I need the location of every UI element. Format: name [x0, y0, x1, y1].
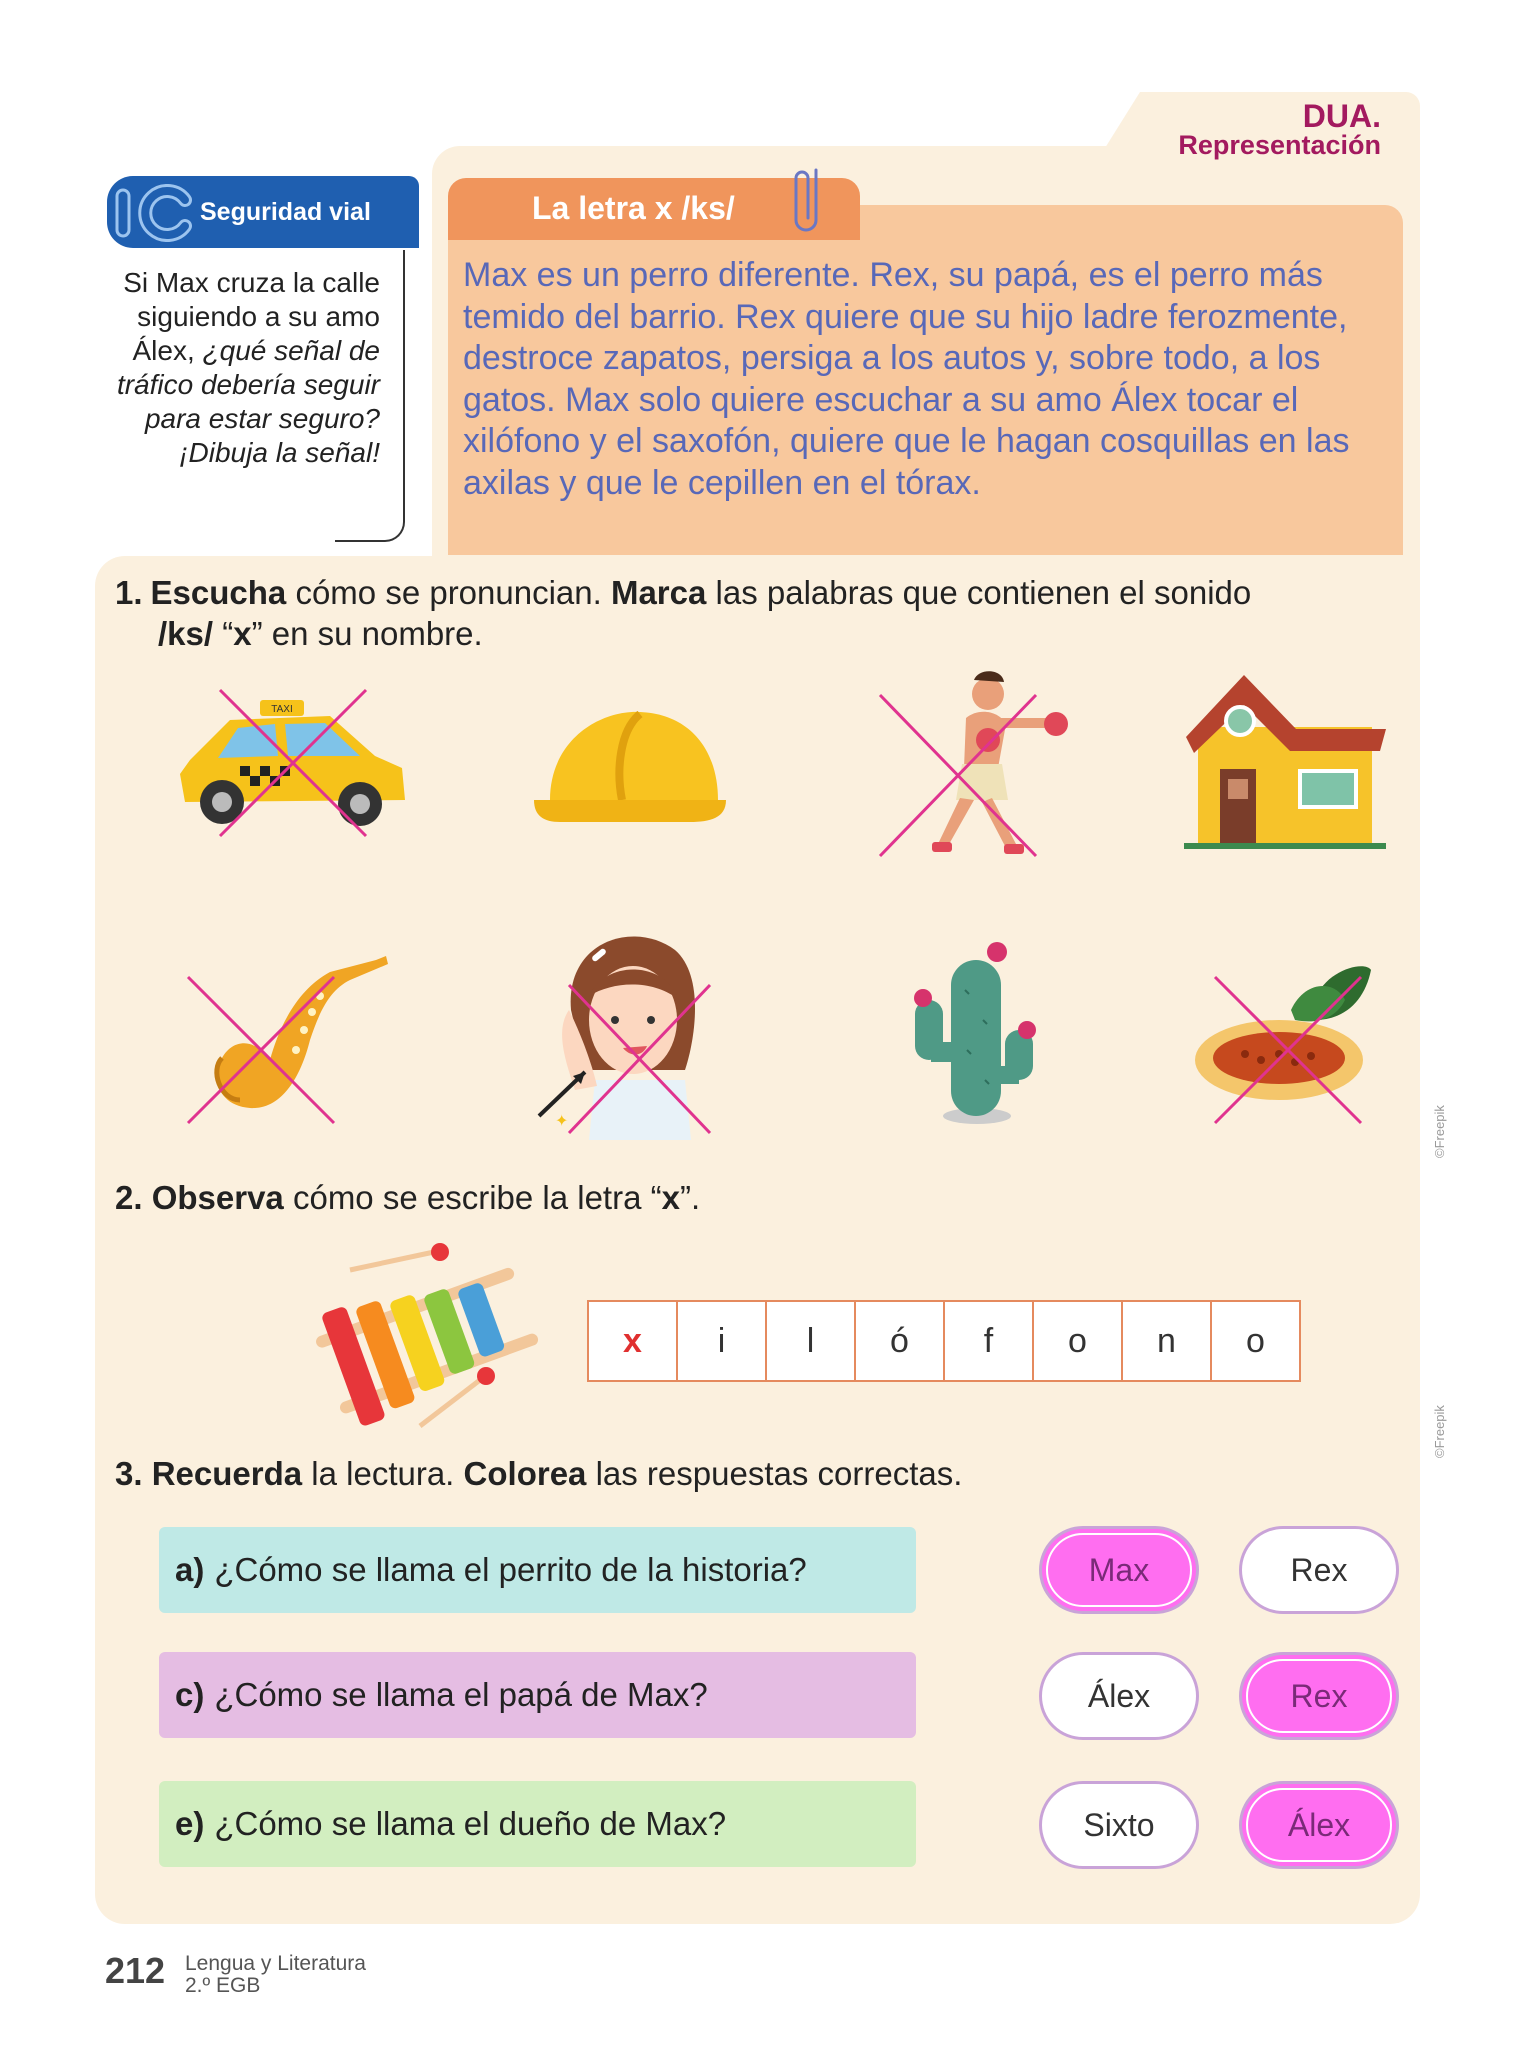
answer-label: Max — [1088, 1551, 1150, 1588]
answer-c-alex[interactable] — [1039, 1652, 1199, 1740]
activity-2-text: cómo se escribe la letra “ — [283, 1179, 662, 1216]
activity-3-verb1: Recuerda — [151, 1455, 303, 1492]
question-a — [159, 1527, 916, 1613]
taxi-x-mark — [218, 688, 368, 838]
letter-cell: n — [1123, 1302, 1212, 1380]
saxophone-x-mark — [186, 975, 336, 1125]
answer-e-alex[interactable] — [1239, 1781, 1399, 1869]
question-text: ¿Cómo se llama el papá de Max? — [214, 1676, 708, 1713]
taxi-sign-text: TAXI — [271, 704, 293, 715]
seguridad-vial-badge — [107, 176, 419, 248]
image-credit-1: ©Freepik — [1432, 1105, 1447, 1158]
sidebar-question — [100, 266, 380, 470]
answer-label: Álex — [1287, 1806, 1351, 1843]
dua-subtitle: Representación — [1178, 130, 1381, 160]
reading-text: Max es un perro diferente. Rex, su papá, es el perro más temido del barrio. Rex quiere que su hijo ladre ferozmente, destroce zapatos, persiga a los autos y, sobre todo, a los gatos. Max solo quiere escuchar a su amo Álex tocar el xilófono y el saxofón, quiere que le hagan cosquillas en las axilas y que le cepillen en el tórax. — [463, 256, 1350, 502]
activity-1-line2 — [115, 613, 1405, 654]
image-credit-2: ©Freepik — [1432, 1405, 1447, 1458]
helmet-image[interactable] — [530, 700, 730, 830]
xilofono-letter-table — [587, 1300, 1301, 1382]
activity-3-text2: las respuestas correctas. — [586, 1455, 963, 1492]
letter-cell: l — [767, 1302, 856, 1380]
activity-2-letter: x — [661, 1179, 680, 1216]
activity-1-letter: x — [233, 615, 252, 652]
answer-label: Sixto — [1083, 1806, 1155, 1843]
boxer-x-mark — [878, 693, 1038, 858]
activity-1-number: 1. — [115, 574, 143, 611]
activity-3-number: 3. — [115, 1455, 143, 1492]
paperclip-icon — [788, 160, 828, 244]
answer-a-rex[interactable] — [1239, 1526, 1399, 1614]
question-letter: e) — [175, 1805, 205, 1842]
letter-cell: o — [1246, 1321, 1265, 1360]
activity-3-instruction — [115, 1453, 962, 1494]
letter-cell: f — [945, 1302, 1034, 1380]
seguridad-vial-label: Seguridad vial — [200, 198, 371, 226]
letter-cell: x — [589, 1302, 678, 1380]
activity-1-verb1: Escucha — [150, 574, 287, 611]
taxo-x-mark — [1213, 975, 1363, 1125]
activity-1-quote-open: “ — [213, 615, 234, 652]
activity-3-verb2: Colorea — [463, 1455, 587, 1492]
footer-subject — [185, 1953, 366, 1997]
activity-1-text2: las palabras que contienen el sonido — [706, 574, 1252, 611]
activity-2-verb: Observa — [151, 1179, 284, 1216]
activity-3-text1: la lectura. — [302, 1455, 464, 1492]
activity-1-text1: cómo se pronuncian. — [286, 574, 611, 611]
question-text: ¿Cómo se llama el dueño de Max? — [214, 1805, 727, 1842]
answer-a-max[interactable] — [1039, 1526, 1199, 1614]
activity-1-instruction — [115, 572, 1405, 654]
ic-logo-icon — [111, 184, 197, 242]
xylophone-image — [310, 1240, 540, 1430]
answer-label: Rex — [1290, 1677, 1348, 1714]
answer-label: Rex — [1290, 1551, 1348, 1588]
sidebar-text-italic: ¿qué señal de tráfico debería seguir para estar seguro? ¡Dibuja la señal! — [116, 335, 380, 468]
sidebar-text-plain: Si Max cruza la calle siguiendo a su amo Álex, — [123, 267, 380, 366]
activity-2-instruction — [115, 1177, 700, 1218]
armpit-x-mark — [567, 983, 712, 1135]
question-e — [159, 1781, 916, 1867]
footer-subject-name: Lengua y Literatura — [185, 1952, 366, 1975]
activity-1-verb2: Marca — [610, 574, 707, 611]
house-image[interactable] — [1180, 665, 1390, 855]
cactus-image[interactable] — [905, 930, 1045, 1130]
letter-cell: ó — [856, 1302, 945, 1380]
dua-title: DUA. — [1302, 98, 1381, 134]
question-text: ¿Cómo se llama el perrito de la historia? — [214, 1551, 807, 1588]
letter-cell: o — [1034, 1302, 1123, 1380]
question-c — [159, 1652, 916, 1738]
footer-grade: 2.º EGB — [185, 1974, 261, 1997]
question-letter: c) — [175, 1676, 205, 1713]
reading-title-tab — [448, 178, 860, 240]
question-letter: a) — [175, 1551, 205, 1588]
letter-cell: i — [678, 1302, 767, 1380]
page-number: 212 — [105, 1950, 166, 1991]
activity-2-text-end: ”. — [679, 1179, 701, 1216]
activity-2-number: 2. — [115, 1179, 143, 1216]
answer-c-rex[interactable] — [1239, 1652, 1399, 1740]
svg-text:✦: ✦ — [555, 1113, 569, 1130]
reading-title: La letra x /ks/ — [532, 190, 735, 226]
answer-e-sixto[interactable] — [1039, 1781, 1199, 1869]
activity-1-text3: ” en su nombre. — [251, 615, 483, 652]
answer-label: Álex — [1087, 1677, 1151, 1714]
activity-1-sound: /ks/ — [158, 615, 214, 652]
